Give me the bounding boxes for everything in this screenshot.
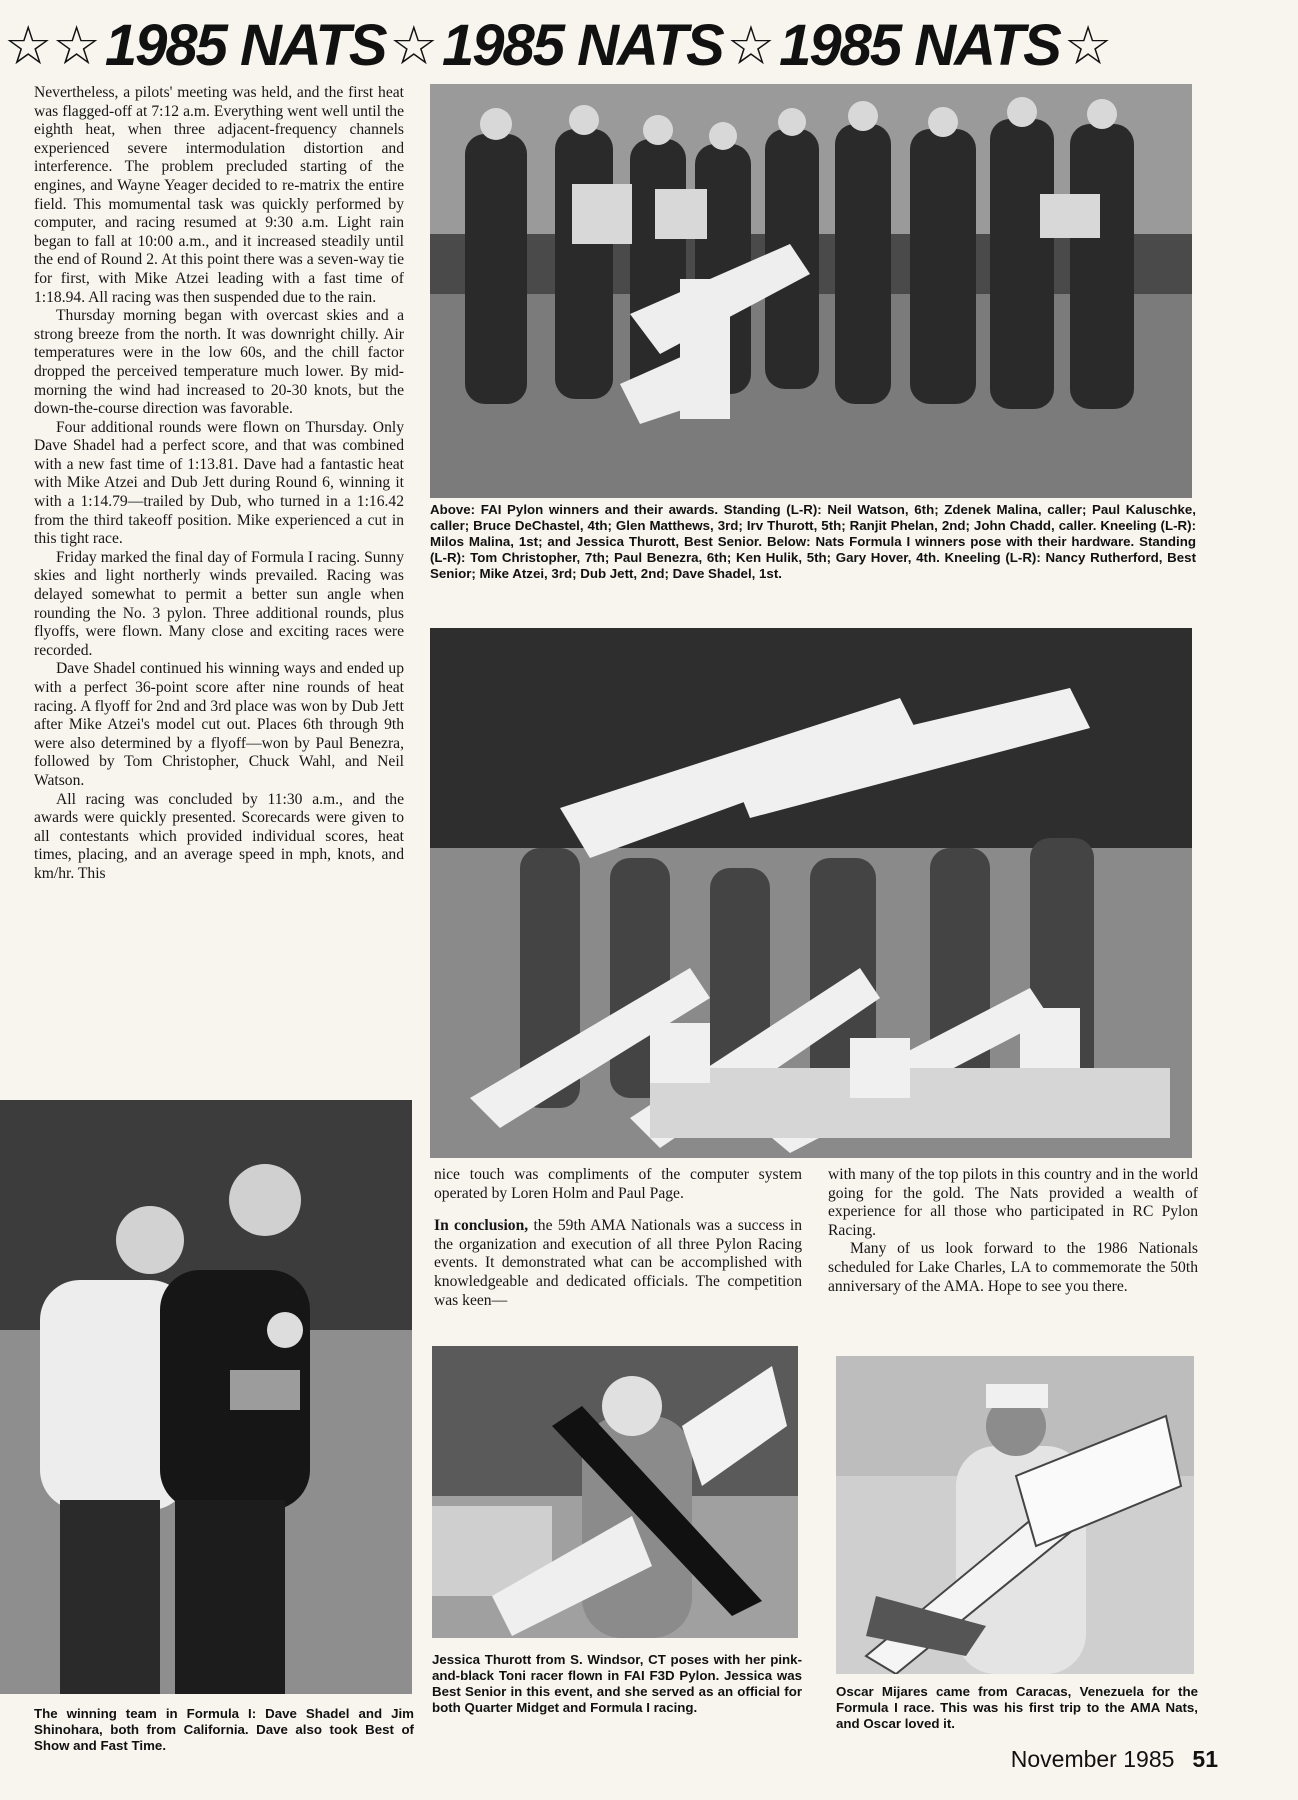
page-footer [1011,1746,1218,1773]
caption-top-right: Above: FAI Pylon winners and their awards. Standing (L-R): Neil Watson, 6th; Zdenek Malina, caller; Paul Kaluschke, caller; Bruce DeChastel, 4th; Glen Matthews, 3rd; Irv Thurott, 5th; Ranjit Phelan, 2nd; John Chadd, caller. Kneeling (L-R): Milos Malina, 1st; and Jessica Thurott, Best Senior. Below: Nats Formula I winners pose with their hardware. Standing (L-R): Tom Christopher, 7th; Paul Benezra, 6th; Ken Hulik, 5th; Gary Hover, 4th. Kneeling (L-R): Nancy Rutherford, Best Senior; Mike Atzei, 3rd; Dub Jett, 2nd; Dave Shadel, 1st. [430,502,1196,581]
issue-date: November 1985 [1010,1746,1175,1772]
caption-bottom-middle: Jessica Thurott from S. Windsor, CT poses with her pink-and-black Toni racer flown in FAI F3D Pylon. Jessica was Best Senior in this event, and she served as an official for both Quarter Midget and Formula I racing. [432,1652,802,1715]
article-column-middle [434,1166,802,1310]
banner-title-3: 1985 NATS [779,12,1060,78]
article-paragraph: Many of us look forward to the 1986 Nationals scheduled for Lake Charles, LA to commemorate the 50th anniversary of the AMA. Hope to see you there. [828,1240,1198,1295]
star-icon: ☆ [1063,15,1113,76]
article-paragraph: Thursday morning began with overcast skies and a strong breeze from the north. It was downright chilly. Air temperatures were in the low 60s, and the chill factor dropped the perceived temperature much lower. By mid-morning the wind had increased to 20-30 knots, but the down-the-course direction was favorable. [34,307,404,418]
page-number: 51 [1192,1746,1218,1772]
article-paragraph: Four additional rounds were flown on Thursday. Only Dave Shadel had a perfect score, and that was combined with a new fast time of 1:13.81. Dave had a fantastic heat with Mike Atzei and Dub Jett during Round 6, winning it with a 1:14.79—trailed by Dub, who turned in a 1:16.42 from the third takeoff position. Mike experienced a cut in this tight race. [34,418,404,548]
caption-bottom-left: The winning team in Formula I: Dave Shadel and Jim Shinohara, both from California. Dave also took Best of Show and Fast Time. [34,1706,414,1753]
lead-in-text: In conclusion, [434,1217,529,1235]
article-column-right [828,1166,1198,1296]
caption-bottom-right: Oscar Mijares came from Caracas, Venezuela for the Formula I race. This was his first trip to the AMA Nats, and Oscar loved it. [836,1684,1198,1731]
star-icon: ☆ [726,15,776,76]
article-paragraph: nice touch was compliments of the computer system operated by Loren Holm and Paul Page. [434,1166,802,1202]
photo-jessica-thurott [432,1346,798,1638]
article-paragraph-body: the 59th AMA Nationals was a success in the organization and execution of all three Pylon Racing events. It demonstrated what can be accomplished with knowledgeable and dedicated officials. The competition was keen— [434,1217,802,1309]
article-paragraph [434,1217,802,1310]
banner-title-2: 1985 NATS [441,12,723,78]
photo-fai-pylon-winners [430,84,1192,498]
article-paragraph: Nevertheless, a pilots' meeting was held, and the first heat was flagged-off at 7:12 a.m. Everything went well until the eighth heat, when three adjacent-frequency channels experienced severe intermodulation distortion and interference. The problem precluded starting of the engines, and Wayne Yeager decided to re-matrix the entire field. This momumental task was quickly performed by computer, and racing resumed at 9:30 a.m. Light rain began to fall at 10:00 a.m., and it increased steadily until the end of Round 2. At this point there was a seven-way tie for first, with Mike Atzei leading with a fast time of 1:18.94. All racing was then suspended due to the rain. [34,84,404,306]
photo-winning-team-formula-one [0,1100,412,1694]
banner-title-1: 1985 NATS [104,12,386,78]
article-paragraph: All racing was concluded by 11:30 a.m., and the awards were quickly presented. Scorecards were given to all contestants which provided individual scores, heat times, placing, and an average speed in mph, knots, and km/hr. This [34,790,404,882]
article-paragraph: Friday marked the final day of Formula I racing. Sunny skies and light northerly winds prevailed. Racing was delayed somewhat to permit a better sun angle when rounding the No. 3 pylon. Three additional rounds, plus flyoffs, were flown. Many close and exciting races were recorded. [34,548,404,659]
photo-formula-one-winners [430,628,1192,1158]
star-icon: ☆ [389,15,438,76]
photo-oscar-mijares [836,1356,1194,1674]
article-paragraph: Dave Shadel continued his winning ways and ended up with a perfect 36-point score after nine rounds of heat racing. A flyoff for 2nd and 3rd place was won by Dub Jett after Mike Atzei's model cut out. Places 6th through 9th were also determined by a flyoff—won by Paul Benezra, followed by Tom Christopher, Chuck Wahl, and Neil Watson. [34,660,404,789]
star-icon: ☆☆ [4,15,101,76]
page-banner [0,8,1298,82]
article-paragraph: with many of the top pilots in this country and in the world going for the gold. The Nats provided a wealth of experience for all those who participated in RC Pylon Racing. [828,1166,1198,1239]
article-column-left [34,84,404,884]
